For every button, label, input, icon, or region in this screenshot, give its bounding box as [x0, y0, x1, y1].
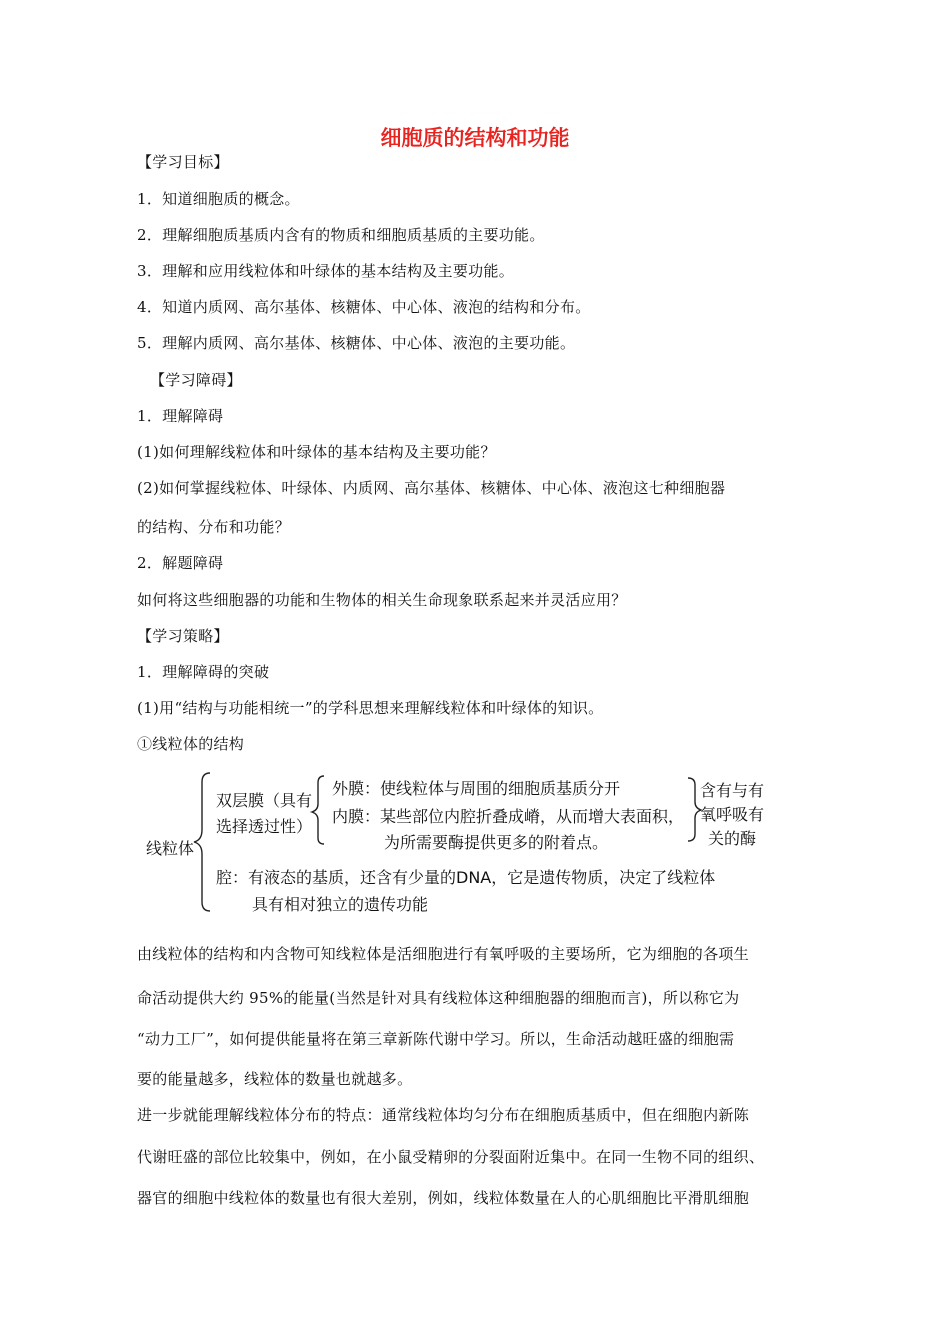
objective-item: 4．知道内质网、高尔基体、核糖体、中心体、液泡的结构和分布。 — [137, 298, 591, 316]
objective-item: 1．知道细胞质的概念。 — [137, 190, 300, 208]
paragraph-line: 要的能量越多，线粒体的数量也就越多。 — [137, 1070, 413, 1088]
objective-item: 3．理解和应用线粒体和叶绿体的基本结构及主要功能。 — [137, 262, 515, 280]
enzyme-text: 关的酶 — [708, 829, 757, 848]
text-line: 2．解题障碍 — [137, 554, 224, 572]
paragraph-line: 由线粒体的结构和内含物可知线粒体是活细胞进行有氧呼吸的主要场所，它为细胞的各项生 — [137, 945, 750, 963]
section-heading-obstacles: 【学习障碍】 — [150, 371, 242, 389]
mitochondria-structure-diagram — [140, 768, 800, 918]
text-line: (2)如何掌握线粒体、叶绿体、内质网、高尔基体、核糖体、中心体、液泡这七种细胞器 — [137, 479, 726, 497]
double-membrane-label: 双层膜（具有 — [216, 791, 313, 810]
paragraph-line: 命活动提供大约 95%的能量(当然是针对具有线粒体这种细胞器的细胞而言)，所以称它为 — [137, 989, 740, 1007]
inner-membrane-text: 内膜：某些部位内腔折叠成嵴，从而增大表面积， — [332, 807, 685, 826]
text-line: 的结构、分布和功能？ — [137, 518, 291, 536]
text-line: ①线粒体的结构 — [137, 735, 245, 753]
objective-item: 2．理解细胞质基质内含有的物质和细胞质基质的主要功能。 — [137, 226, 545, 244]
membrane-brace — [312, 776, 324, 844]
outer-membrane-text: 外膜：使线粒体与周围的细胞质基质分开 — [332, 779, 621, 798]
root-brace — [194, 773, 210, 911]
section-heading-objectives: 【学习目标】 — [137, 153, 229, 171]
enzyme-text: 含有与有 — [700, 781, 765, 800]
cavity-text: 具有相对独立的遗传功能 — [252, 895, 429, 914]
paragraph-line: 代谢旺盛的部位比较集中，例如，在小鼠受精卵的分裂面附近集中。在同一生物不同的组织、 — [137, 1148, 765, 1166]
cavity-text: 腔：有液态的基质，还含有少量的DNA，它是遗传物质，决定了线粒体 — [216, 868, 716, 887]
text-line: (1)如何理解线粒体和叶绿体的基本结构及主要功能？ — [137, 443, 496, 461]
paragraph-line: “动力工厂”，如何提供能量将在第三章新陈代谢中学习。所以，生命活动越旺盛的细胞需 — [137, 1030, 735, 1048]
page-title: 细胞质的结构和功能 — [380, 125, 570, 150]
text-line: 如何将这些细胞器的功能和生物体的相关生命现象联系起来并灵活应用？ — [137, 591, 627, 609]
text-line: 1．理解障碍 — [137, 407, 224, 425]
inner-membrane-text: 为所需要酶提供更多的附着点。 — [384, 833, 609, 852]
paragraph-line: 进一步就能理解线粒体分布的特点：通常线粒体均匀分布在细胞质基质中，但在细胞内新陈 — [137, 1106, 750, 1124]
enzyme-text: 氧呼吸有 — [700, 805, 765, 824]
objective-item: 5．理解内质网、高尔基体、核糖体、中心体、液泡的主要功能。 — [137, 334, 576, 352]
text-line: 1．理解障碍的突破 — [137, 663, 270, 681]
section-heading-strategies: 【学习策略】 — [137, 627, 229, 645]
diagram-root-label: 线粒体 — [146, 839, 195, 858]
paragraph-line: 器官的细胞中线粒体的数量也有很大差别，例如，线粒体数量在人的心肌细胞比平滑肌细胞 — [137, 1189, 750, 1207]
double-membrane-label: 选择透过性） — [216, 817, 313, 836]
text-line: (1)用“结构与功能相统一”的学科思想来理解线粒体和叶绿体的知识。 — [137, 699, 604, 717]
